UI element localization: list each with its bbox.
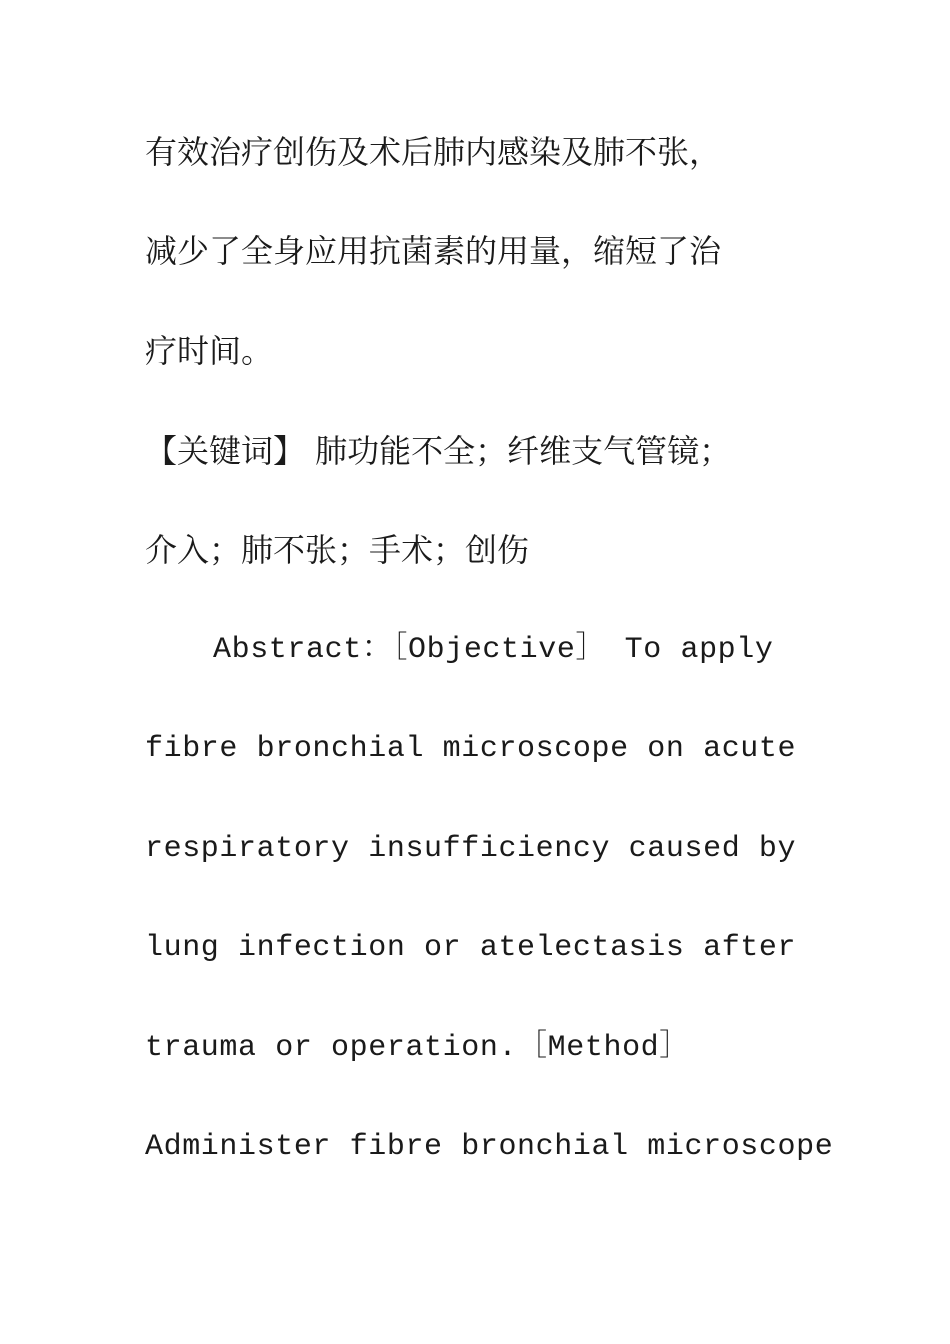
abstract-line-6: Administer fibre bronchial microscope bbox=[145, 1130, 834, 1164]
text-line-1: 有效治疗创伤及术后肺内感染及肺不张， bbox=[145, 133, 722, 171]
abstract-line-4: lung infection or atelectasis after bbox=[145, 931, 797, 965]
abstract-line-2: fibre bronchial microscope on acute bbox=[145, 732, 797, 766]
keywords-line-2: 介入；肺不张；手术；创伤 bbox=[145, 531, 530, 569]
abstract-line-3: respiratory insufficiency caused by bbox=[145, 832, 797, 866]
keywords-line-1: 【关键词】 肺功能不全；纤维支气管镜； bbox=[145, 432, 732, 470]
text-line-2: 减少了全身应用抗菌素的用量，缩短了治 bbox=[145, 232, 722, 270]
abstract-line-1: Abstract：［Objective］ To apply bbox=[213, 633, 774, 667]
text-line-3: 疗时间。 bbox=[145, 332, 274, 370]
abstract-line-5: trauma or operation.［Method］ bbox=[145, 1031, 690, 1065]
